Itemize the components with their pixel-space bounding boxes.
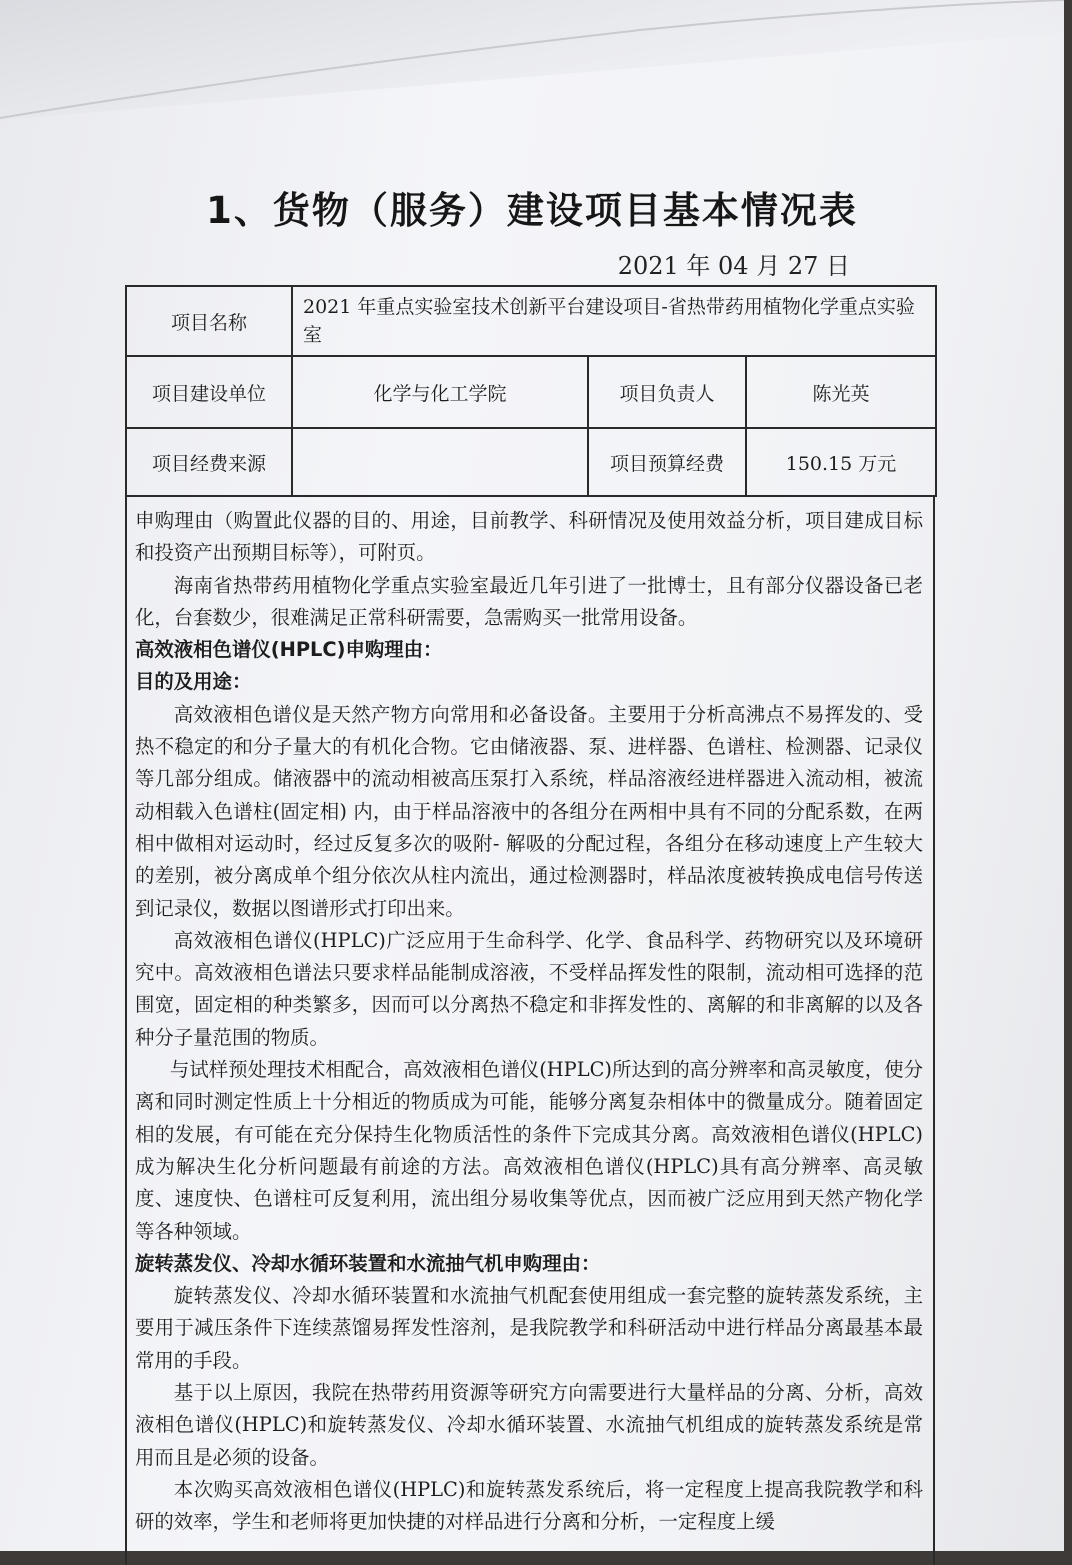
hplc-heading: 高效液相色谱仪(HPLC)申购理由： (135, 638, 443, 662)
row-unit (126, 356, 936, 428)
label-project-leader: 项目负责人 (588, 356, 746, 428)
rotary-evaporator-heading: 旋转蒸发仪、冷却水循环装置和水流抽气机申购理由： (135, 1251, 601, 1275)
document-date: 2021 年 04 月 27 日 (617, 252, 850, 280)
label-project-name: 项目名称 (126, 286, 292, 356)
row-project-name (126, 286, 936, 356)
label-construction-unit: 项目建设单位 (126, 356, 292, 428)
value-project-name: 2021 年重点实验室技术创新平台建设项目-省热带药用植物化学重点实验室 (292, 286, 936, 356)
hplc-paragraph-1: 高效液相色谱仪是天然产物方向常用和必备设备。主要用于分析高沸点不易挥发的、受热不稳定的和分子量大的有机化合物。它由储液器、泵、进样器、色谱柱、检测器、记录仪等几部分组成。储液器中的流动相被高压泵打入系统，样品溶液经进样器进入流动相，被流动相载入色谱柱(固定相) 内，由于样品溶液中的各组分在两相中具有不同的分配系数，在两相中做相对运动时，经过反复多次的吸附- 解吸的分配过程，各组分在移动速度上产生较大的差别，被分离成单个组分依次从柱内流出，通过检测器时，样品浓度被转换成电信号传送到记录仪，数据以图谱形式打印出来。 (135, 702, 923, 920)
value-project-leader: 陈光英 (746, 356, 936, 428)
rotary-paragraph: 旋转蒸发仪、冷却水循环装置和水流抽气机配套使用组成一套完整的旋转蒸发系统，主要用于减压条件下连续蒸馏易挥发性溶剂，是我院教学和科研活动中进行样品分离最基本最常用的手段。 (135, 1284, 923, 1372)
hplc-paragraph-3: 与试样预处理技术相配合，高效液相色谱仪(HPLC)所达到的高分辨率和高灵敏度，使分离和同时测定性质上十分相近的物质成为可能，能够分离复杂相体中的微量成分。随着固定相的发展，有可能在充分保持生化物质活性的条件下完成其分离。高效液相色谱仪(HPLC)成为解决生化分析问题最有前途的方法。高效液相色谱仪(HPLC)具有高分辨率、高灵敏度、速度快、色谱柱可反复利用，流出组分易收集等优点，因而被广泛应用到天然产物化学等各种领域。 (135, 1058, 923, 1243)
label-funding-source: 项目经费来源 (126, 428, 292, 496)
row-funding (126, 428, 936, 496)
value-construction-unit: 化学与化工学院 (292, 356, 588, 428)
value-budget: 150.15 万元 (746, 428, 936, 496)
reason-paragraph-1: 海南省热带药用植物化学重点实验室最近几年引进了一批博士，且有部分仪器设备已老化，台套数少，很难满足正常科研需要，急需购买一批常用设备。 (135, 573, 923, 629)
purchase-reason-section (125, 495, 935, 1565)
document-title: 1、货物（服务）建设项目基本情况表 (206, 189, 858, 232)
hplc-paragraph-2: 高效液相色谱仪(HPLC)广泛应用于生命科学、化学、食品科学、药物研究以及环境研究中。高效液相色谱法只要求样品能制成溶液，不受样品挥发性的限制，流动相可选择的范围宽，固定相的种类繁多，因而可以分离热不稳定和非挥发性的、离解的和非离解的以及各种分子量范围的物质。 (135, 928, 923, 1049)
purpose-heading: 目的及用途： (135, 670, 252, 694)
paper-fold-shadow (0, 0, 1064, 150)
conclusion-paragraph-2: 本次购买高效液相色谱仪(HPLC)和旋转蒸发系统后，将一定程度上提高我院教学和科研的效率，学生和老师将更加快捷的对样品进行分离和分析，一定程度上缓 (135, 1477, 923, 1534)
label-budget: 项目预算经费 (588, 428, 746, 496)
value-funding-source (292, 428, 588, 496)
conclusion-paragraph-1: 基于以上原因，我院在热带药用资源等研究方向需要进行大量样品的分离、分析，高效液相色谱仪(HPLC)和旋转蒸发仪、冷却水循环装置、水流抽气机组成的旋转蒸发系统是常用而且是必须的设备。 (135, 1381, 923, 1469)
project-info-table (125, 285, 937, 497)
reason-intro: 申购理由（购置此仪器的目的、用途，目前教学、科研情况及使用效益分析，项目建成目标和投资产出预期目标等），可附页。 (135, 509, 923, 565)
